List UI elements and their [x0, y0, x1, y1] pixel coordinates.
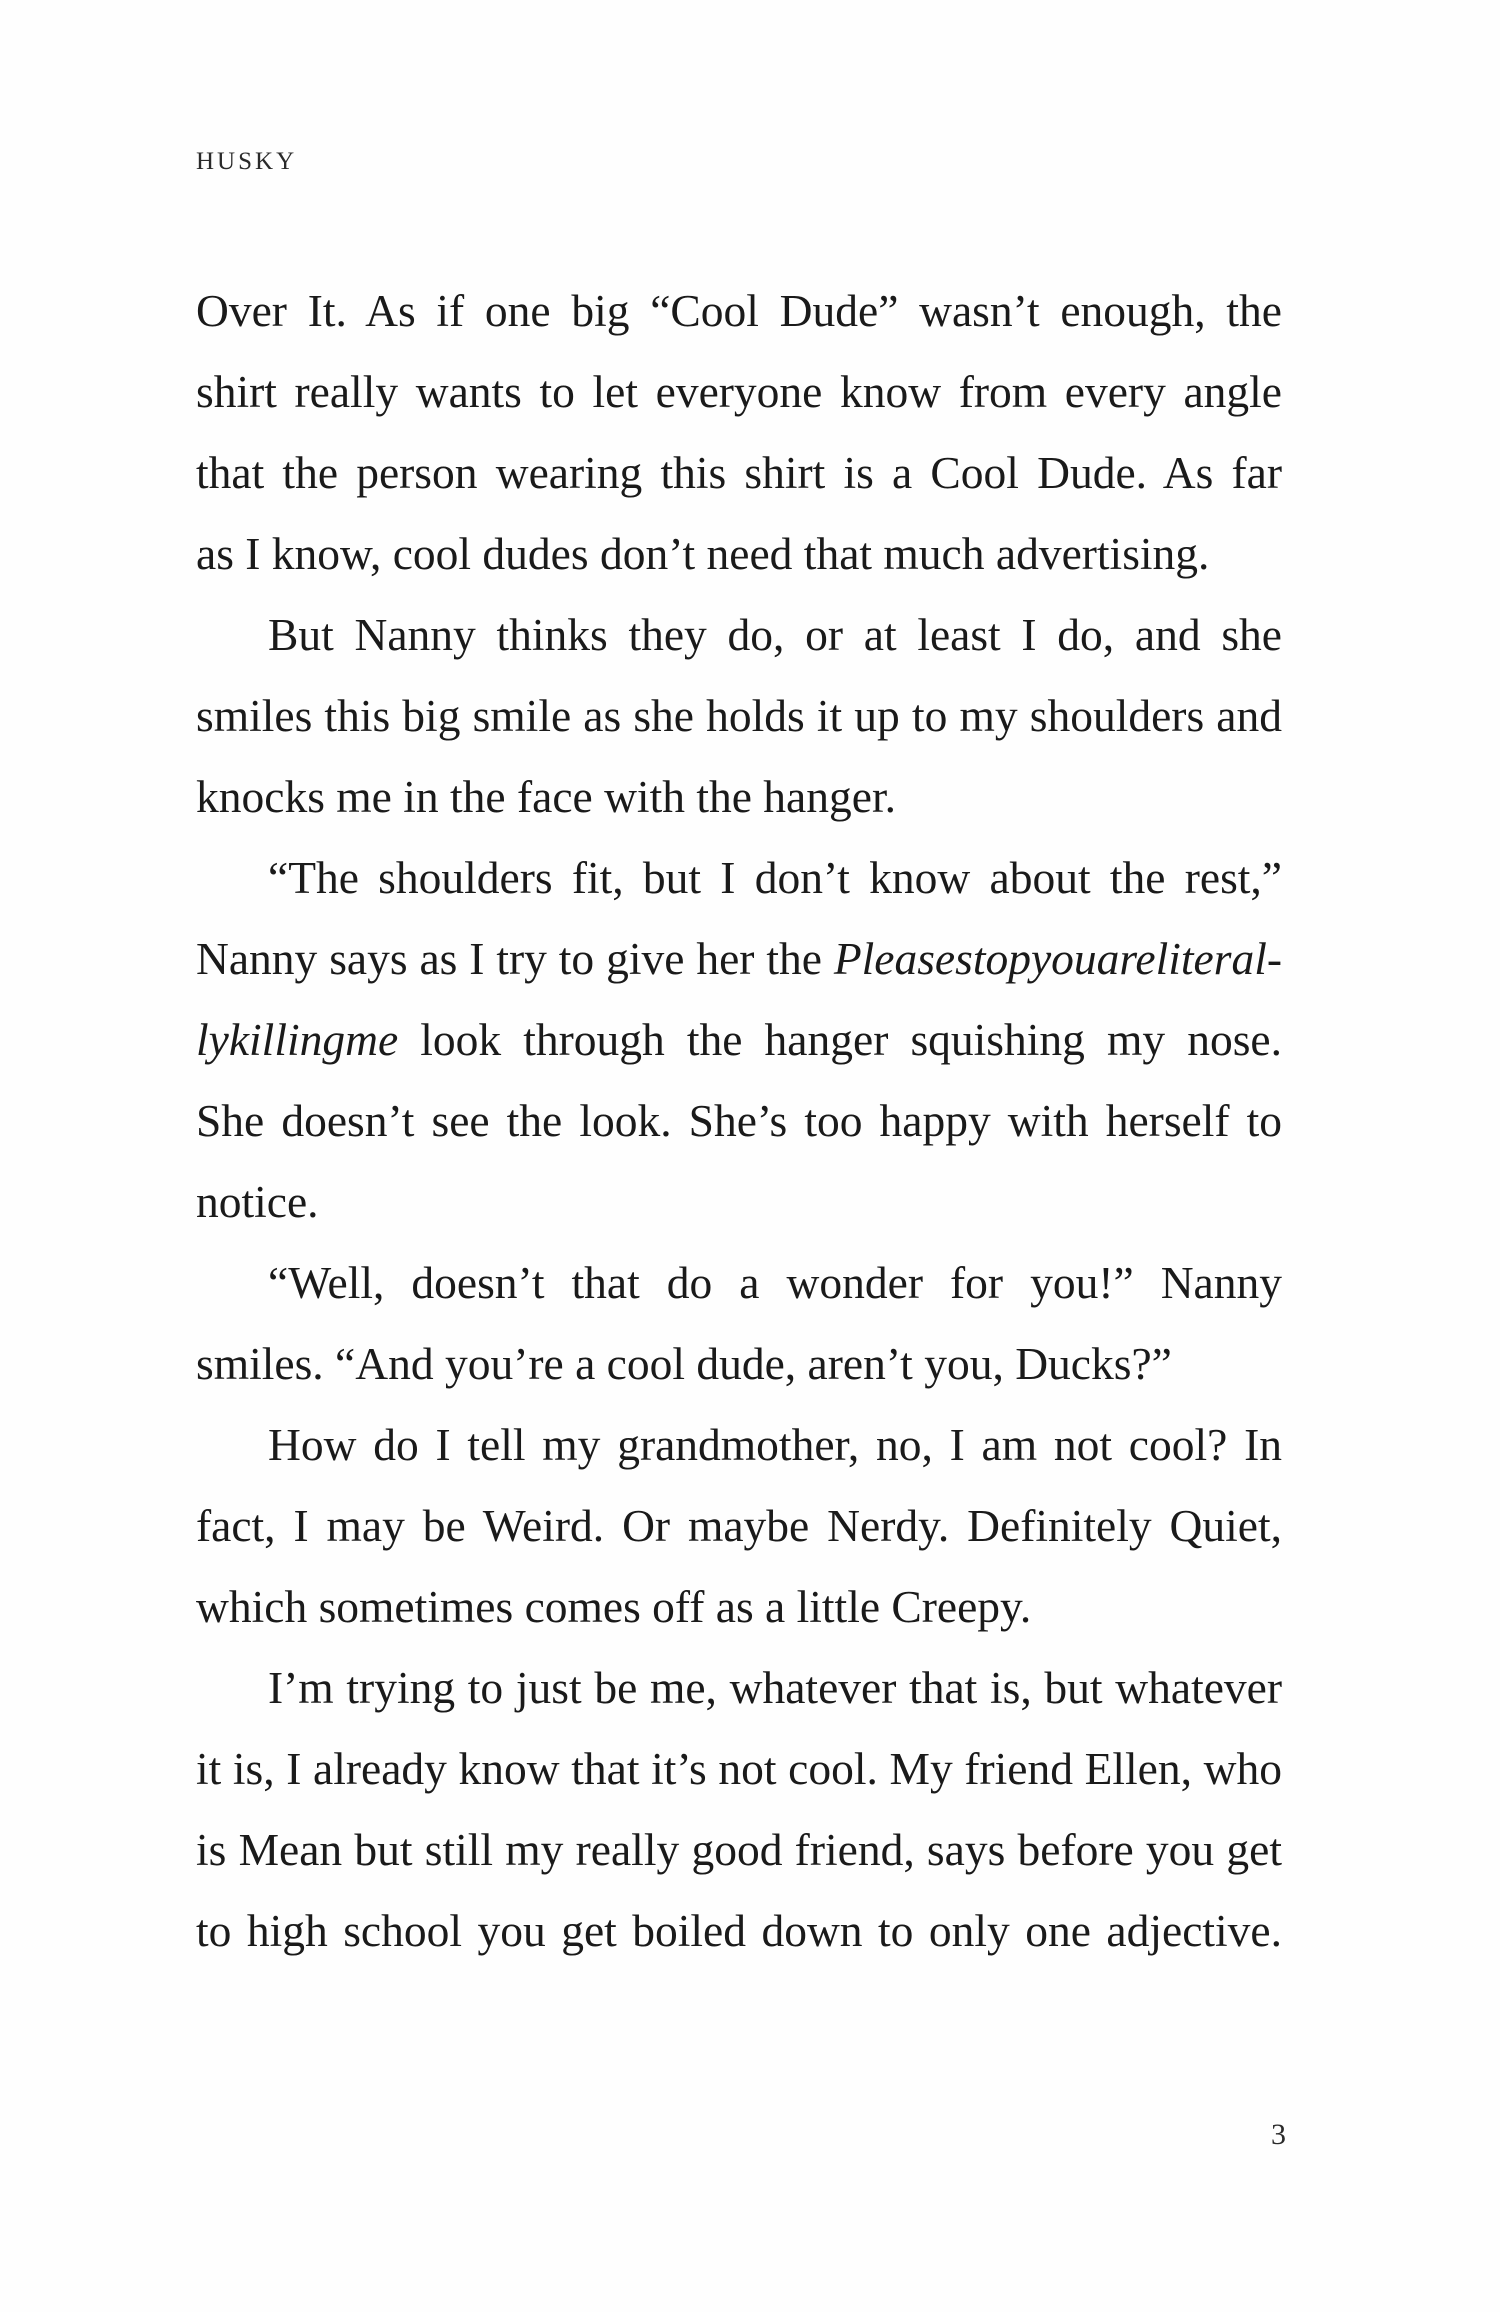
running-head: HUSKY [196, 148, 298, 175]
text-line: I’m trying to just be me, whatever that is, but whatever [268, 1662, 1282, 1713]
text-line: Over It. As if one big “Cool Dude” wasn’t enough, the [196, 285, 1282, 336]
text-line: as I know, cool dudes don’t need that much advertising. [196, 528, 1210, 579]
text-line: it is, I already know that it’s not cool. My friend Ellen, who [196, 1743, 1282, 1794]
text-line: knocks me in the face with the hanger. [196, 771, 896, 822]
text-line: to high school you get boiled down to only one adjective. [196, 1905, 1282, 1956]
body-text [196, 270, 1282, 1971]
text-line: “Well, doesn’t that do a wonder for you!” Nanny [268, 1257, 1282, 1308]
text-line: How do I tell my grandmother, no, I am not cool? In [268, 1419, 1282, 1470]
page-number: 3 [1271, 2118, 1286, 2151]
text-line: shirt really wants to let everyone know from every angle [196, 366, 1282, 417]
text-line: She doesn’t see the look. She’s too happy with herself to [196, 1095, 1282, 1146]
line-text: Nanny says as I try to give her the [196, 933, 834, 984]
text-line-with-italic [196, 999, 1282, 1080]
text-line: smiles this big smile as she holds it up to my shoulders and [196, 690, 1282, 741]
italic-phrase: lykillingme [196, 1014, 399, 1065]
line-text: look through the hanger squishing my nose. [398, 1014, 1282, 1065]
text-line: which sometimes comes off as a little Creepy. [196, 1581, 1032, 1632]
text-line-with-italic [196, 918, 1282, 999]
text-line: But Nanny thinks they do, or at least I do, and she [268, 609, 1282, 660]
italic-phrase: Pleasestopyouareliteral- [833, 933, 1282, 984]
text-line: that the person wearing this shirt is a Cool Dude. As far [196, 447, 1282, 498]
text-line: fact, I may be Weird. Or maybe Nerdy. Definitely Quiet, [196, 1500, 1282, 1551]
text-line: is Mean but still my really good friend, says before you get [196, 1824, 1282, 1875]
text-line: notice. [196, 1176, 319, 1227]
text-line: smiles. “And you’re a cool dude, aren’t you, Ducks?” [196, 1338, 1172, 1389]
text-line: “The shoulders fit, but I don’t know about the rest,” [268, 852, 1282, 903]
